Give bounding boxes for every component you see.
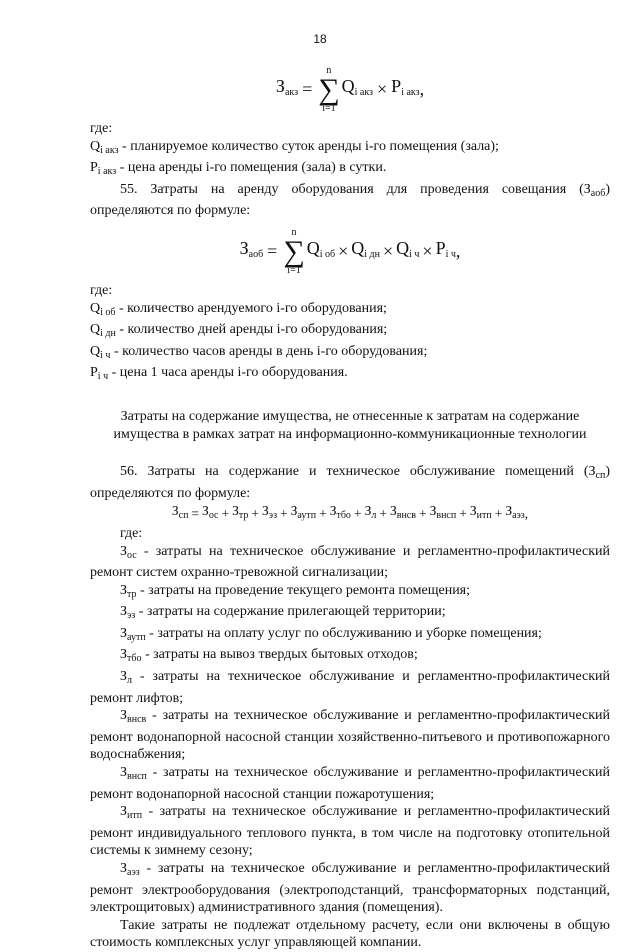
- formula-eq: =: [267, 241, 278, 262]
- formula-term: $Q_{i об}$: [306, 238, 336, 261]
- definition-line: $З_{аутп}$ - затраты на оплату услуг по обслуживанию и уборке помещения;: [120, 625, 542, 643]
- formula-term: $З_{аэз}$: [505, 503, 525, 522]
- formula-rent-premises: [90, 62, 610, 118]
- formula-op: +: [494, 505, 503, 521]
- formula-op: +: [251, 505, 260, 521]
- formula-end: ,: [455, 241, 461, 262]
- formula-term: $З_{внсп}$: [429, 503, 457, 522]
- formula-lhs: $З_{сп}$: [171, 503, 189, 522]
- formula-op: ×: [382, 241, 394, 262]
- where-label: где:: [90, 121, 113, 136]
- formula-end: ,: [524, 505, 529, 521]
- formula-term: $З_{ос}$: [202, 503, 219, 522]
- formula-op: +: [353, 505, 362, 521]
- definition-line: $Q_{i дн}$ - количество дней аренды i-го оборудования;: [90, 322, 388, 340]
- definition-line: $З_{тр}$ - затраты на проведение текущего ремонта помещения;: [120, 582, 471, 600]
- formula-op: +: [221, 505, 230, 521]
- formula-eq: =: [302, 79, 313, 100]
- paragraph-55: 55. Затраты на аренду оборудования для проведения совещания $(З_{аоб})$ определяются по формуле:: [90, 181, 610, 219]
- definition-line: $З_{эз}$ - затраты на содержание прилегающей территории;: [120, 604, 446, 622]
- formula-op: ×: [338, 241, 349, 262]
- definition-line: $Q_{i ч}$ - количество часов аренды в день i-го оборудования;: [90, 343, 428, 361]
- formula-eq: =: [191, 505, 200, 521]
- formula-term: $P_{i ч}$: [435, 238, 456, 261]
- formula-term: $Q_{i ч}$: [396, 238, 420, 261]
- formula-op: +: [319, 505, 327, 521]
- formula-term: $З_{аутп}$: [290, 503, 317, 522]
- formula-op: +: [280, 505, 288, 521]
- formula-rent-equipment: [90, 224, 610, 280]
- definition-line: $Q_{i акз}$ - планируемое количество суток аренды i-го помещения (зала);: [90, 138, 499, 156]
- formula-term: $Q_{i дн}$: [351, 238, 380, 261]
- formula-end: ,: [419, 79, 425, 100]
- formula-lhs: $З_{акз}$: [275, 76, 299, 99]
- formula-term: $З_{тр}$: [232, 503, 249, 522]
- definition-line: $З_{ос}$ - затраты на техническое обслуживание и регламентно-профилактический ремонт систем охранно-тревожной сигнализации;: [90, 543, 610, 581]
- formula-op: ×: [422, 241, 433, 262]
- formula-op: +: [379, 505, 387, 521]
- definition-line: $З_{тбо}$ - затраты на вывоз твердых бытовых отходов;: [120, 647, 418, 665]
- formula-maintenance: [90, 502, 610, 525]
- formula-op: +: [459, 505, 467, 521]
- definitions-list: [90, 543, 610, 917]
- definition-line: $З_{внсп}$ - затраты на техническое обслуживание и регламентно-профилактический ремонт водонапорной насосной станции пожаротушения;: [90, 765, 610, 802]
- definition-line: $З_л$ - затраты на техническое обслуживание и регламентно-профилактический ремонт лифтов;: [90, 669, 610, 706]
- formula-term: $З_{итп}$: [469, 503, 492, 522]
- sum-symbol: n ∑ i=1: [283, 226, 305, 276]
- formula-op: +: [418, 505, 427, 521]
- paragraph-56: 56. Затраты на содержание и техническое обслуживание помещений $(З_{сп})$ определяются по формуле:: [90, 464, 610, 501]
- formula-term: $З_{эз}$: [262, 503, 278, 522]
- where-label: где:: [120, 525, 143, 541]
- formula-term: $З_{внсв}$: [389, 503, 416, 522]
- formula-term: $Q_{i акз}$: [341, 76, 374, 99]
- definition-line: $P_{i акз}$ - цена аренды i-го помещения (зала) в сутки.: [90, 160, 387, 178]
- sum-symbol: n ∑ i=1: [318, 65, 340, 114]
- formula-term: $P_{i акз}$: [391, 76, 420, 99]
- page-number: 18: [313, 32, 327, 46]
- definition-line: $Q_{i об}$ - количество арендуемого i-го оборудования;: [90, 300, 387, 318]
- formula-term: $З_{тбо}$: [329, 503, 351, 522]
- definition-line: $З_{итп}$ - затраты на техническое обслуживание и регламентно-профилактический ремонт индивидуального теплового пункта, в том числе на подготовку отопительной системы к зимнему сезону;: [90, 804, 610, 859]
- formula-term: $З_л$: [364, 503, 377, 522]
- document-body: [90, 56, 610, 952]
- section-heading: Затраты на содержание имущества, не отнесенные к затратам на содержание имущества в рамках затрат на информационно-коммуникационные технологии: [113, 408, 587, 442]
- definition-line: $P_{i ч}$ - цена 1 часа аренды i-го оборудования.: [90, 365, 348, 383]
- definition-line: $З_{аэз}$ - затраты на техническое обслуживание и регламентно-профилактический ремонт электрооборудования (электроподстанций, трансформаторных подстанций, электрощитовых) административного здания (помещения).: [90, 861, 610, 916]
- definition-line: $З_{внсв}$ - затраты на техническое обслуживание и регламентно-профилактический ремонт водонапорной насосной станции хозяйственно-питьевого и противопожарного водоснабжения;: [90, 708, 610, 763]
- formula-lhs: $З_{аоб}$: [239, 238, 264, 261]
- where-label: где:: [90, 282, 113, 298]
- final-paragraph: Такие затраты не подлежат отдельному расчету, если они включены в общую стоимость комплексных услуг управляющей компании.: [90, 917, 610, 951]
- formula-op: ×: [377, 79, 388, 100]
